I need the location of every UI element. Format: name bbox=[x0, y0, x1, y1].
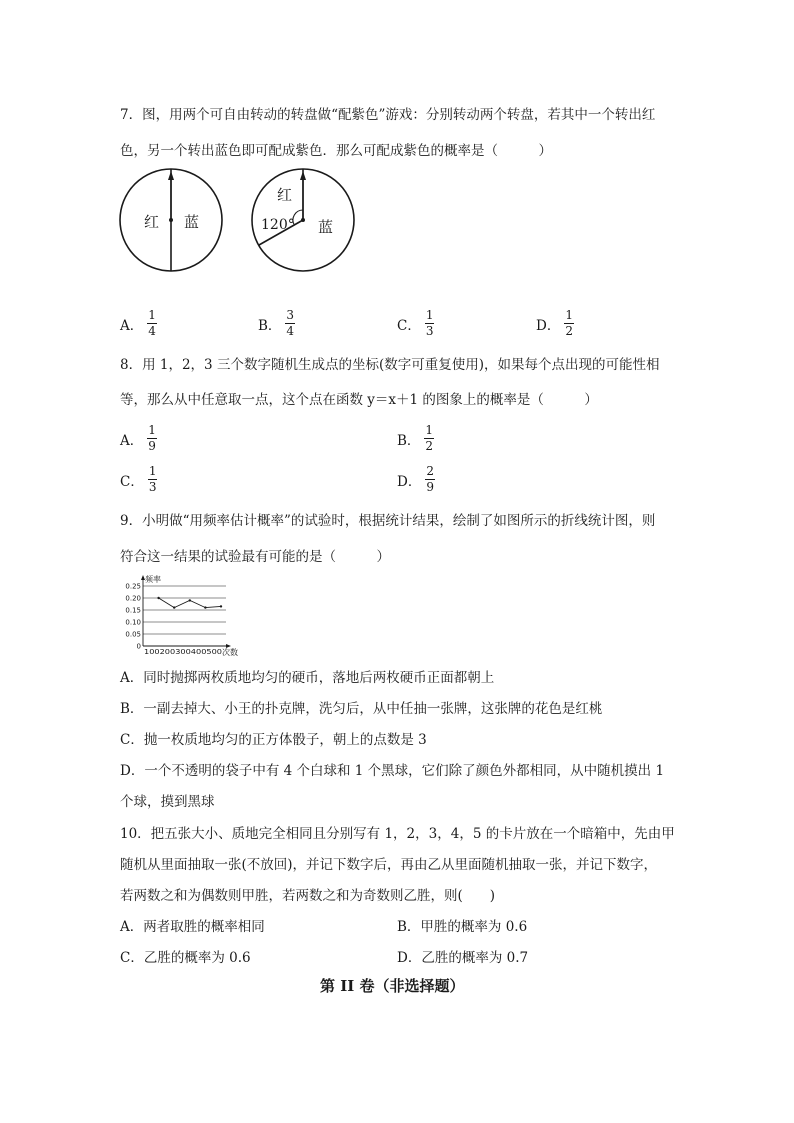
q10-option-c[interactable]: C．乙胜的概率为 0.6 bbox=[120, 950, 251, 966]
spinner1-left-label: 红 bbox=[144, 213, 160, 231]
spinner2-top-label: 红 bbox=[277, 186, 293, 204]
q8-option-a[interactable] bbox=[120, 424, 157, 453]
chart-x-label: 次数 bbox=[222, 648, 238, 657]
q7-option-b[interactable] bbox=[258, 309, 295, 338]
q8-option-d[interactable] bbox=[397, 465, 435, 494]
q7-spinners-figure bbox=[115, 164, 365, 276]
q7-option-d-letter: D． bbox=[536, 317, 561, 334]
q7-option-d-fraction: $\frac{1}{2}$ bbox=[565, 308, 573, 338]
spinner2-arrow-icon bbox=[300, 171, 306, 180]
q10-text-line3: 若两数之和为偶数则甲胜，若两数之和为奇数则乙胜，则( ) bbox=[120, 888, 496, 904]
spinner2-angle-label: 120° bbox=[261, 217, 295, 233]
q8-option-c-fraction: $\frac{1}{3}$ bbox=[148, 464, 157, 494]
q7-option-c[interactable] bbox=[397, 309, 434, 338]
q8-option-c[interactable] bbox=[120, 465, 157, 494]
q8-option-d-fraction: $\frac{2}{9}$ bbox=[426, 464, 434, 494]
chart-data-point bbox=[204, 606, 206, 608]
q9-option-d[interactable]: D．一个不透明的袋子中有 4 个白球和 1 个黑球，它们除了颜色外都相同，从中随机摸出 1 bbox=[120, 763, 665, 779]
q7-text-line2: 色，另一个转出蓝色即可配成紫色．那么可配成紫色的概率是（ ） bbox=[120, 143, 552, 159]
chart-y-label: 频率 bbox=[145, 575, 161, 584]
q7-option-a-fraction: $\frac{1}{4}$ bbox=[148, 308, 156, 338]
q10-option-b[interactable]: B．甲胜的概率为 0.6 bbox=[397, 919, 528, 935]
q9-option-d-continued: 个球，摸到黑球 bbox=[120, 794, 215, 810]
chart-data-point bbox=[189, 599, 191, 601]
q7-option-b-letter: B． bbox=[258, 317, 282, 334]
q9-text-line2: 符合这一结果的试验最有可能的是（ ） bbox=[120, 549, 390, 565]
chart-data-point bbox=[173, 606, 175, 608]
section-title: 第 II 卷（非选择题） bbox=[320, 977, 465, 995]
chart-y-tick-label: 0.10 bbox=[125, 618, 141, 627]
chart-y-tick-label: 0.05 bbox=[125, 630, 141, 639]
chart-y-tick-label: 0.20 bbox=[125, 594, 141, 603]
chart-data-point bbox=[157, 597, 159, 599]
spinner1-arrow-icon bbox=[168, 171, 174, 180]
chart-y-tick-label: 0.15 bbox=[125, 606, 141, 615]
spinner1-center bbox=[169, 218, 173, 222]
q10-text-line2: 随机从里面抽取一张(不放回)，并记下数字后，再由乙从里面随机抽取一张，并记下数字， bbox=[120, 857, 658, 873]
q8-option-b-fraction: $\frac{1}{2}$ bbox=[425, 423, 434, 453]
q9-frequency-line-chart bbox=[118, 574, 260, 658]
q7-text-line1: 7．图，用两个可自由转动的转盘做“配紫色”游戏：分别转动两个转盘，若其中一个转出红 bbox=[120, 107, 656, 123]
q7-option-b-fraction: $\frac{3}{4}$ bbox=[286, 308, 295, 338]
q8-text-line1: 8．用 1，2，3 三个数字随机生成点的坐标(数字可重复使用)，如果每个点出现的可能性相 bbox=[120, 357, 660, 373]
q8-option-d-letter: D． bbox=[397, 473, 422, 490]
chart-y-tick-label: 0.25 bbox=[125, 582, 141, 591]
q8-text-line2: 等，那么从中任意取一点，这个点在函数 y＝x＋1 的图象上的概率是（ ） bbox=[120, 392, 598, 408]
chart-y-tick-label: 0 bbox=[136, 642, 141, 651]
q8-option-a-letter: A． bbox=[120, 432, 144, 449]
q7-option-c-letter: C． bbox=[397, 317, 421, 334]
q7-option-a[interactable] bbox=[120, 309, 157, 338]
q8-option-a-fraction: $\frac{1}{9}$ bbox=[148, 423, 156, 453]
spinner2-center bbox=[301, 218, 305, 222]
q9-text-line1: 9．小明做“用频率估计概率”的试验时，根据统计结果，绘制了如图所示的折线统计图，则 bbox=[120, 513, 656, 529]
q7-option-c-fraction: $\frac{1}{3}$ bbox=[425, 308, 434, 338]
q7-option-d[interactable] bbox=[536, 309, 574, 338]
q10-text-line1: 10．把五张大小、质地完全相同且分别写有 1，2，3，4，5 的卡片放在一个暗箱中，先由甲 bbox=[120, 826, 675, 842]
q10-option-d[interactable]: D．乙胜的概率为 0.7 bbox=[397, 950, 529, 966]
q9-option-b[interactable]: B．一副去掉大、小王的扑克牌，洗匀后，从中任抽一张牌，这张牌的花色是红桃 bbox=[120, 701, 603, 717]
chart-x-tick-labels: 100200300400500 bbox=[144, 648, 222, 656]
spinner1-right-label: 蓝 bbox=[184, 213, 200, 231]
q8-option-b[interactable] bbox=[397, 424, 434, 453]
spinner2-right-label: 蓝 bbox=[318, 218, 334, 236]
q9-option-a[interactable]: A．同时抛掷两枚质地均匀的硬币，落地后两枚硬币正面都朝上 bbox=[120, 670, 495, 686]
q8-option-b-letter: B． bbox=[397, 432, 421, 449]
q7-option-a-letter: A． bbox=[120, 317, 144, 334]
chart-data-point bbox=[220, 605, 222, 607]
q8-option-c-letter: C． bbox=[120, 473, 144, 490]
q10-option-a[interactable]: A．两者取胜的概率相同 bbox=[120, 919, 265, 935]
q9-option-c[interactable]: C．抛一枚质地均匀的正方体骰子，朝上的点数是 3 bbox=[120, 732, 427, 748]
